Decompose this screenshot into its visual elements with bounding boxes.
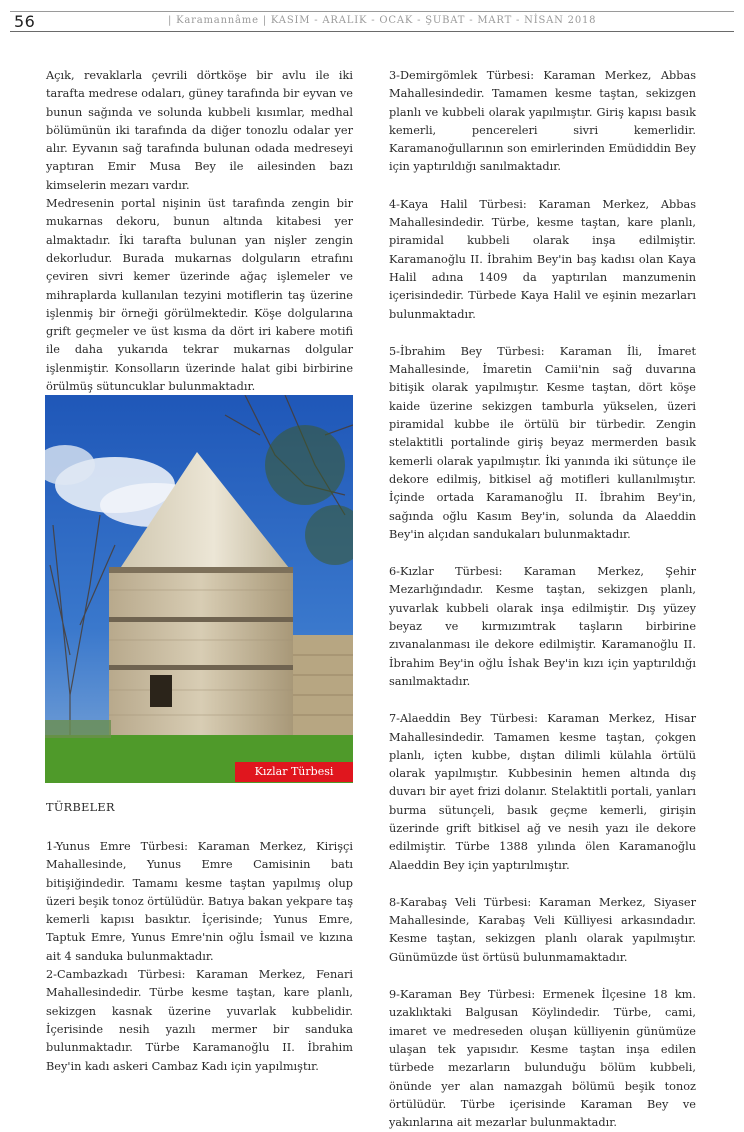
tomb-entry: 3-Demirgömlek Türbesi: Karaman Merkez, Abbas Mahallesindedir. Tamamen kesme taştan, sekizgen planlı ve kubbeli olarak yapılmıştır. Giriş kapısı basık kemerli, pencereleri sivri kemerlidir. Karamanoğullarının son emirlerinden Emüdiddin Bey için yaptırıldığı sanılmaktadır.	[389, 69, 696, 174]
section-title: TÜRBELER	[46, 801, 115, 814]
left-column-entries	[46, 838, 353, 1076]
page-number: 56	[14, 12, 36, 31]
paragraph: Medresenin portal nişinin üst tarafında zengin bir mukarnas dekoru, bunun altında kitabesi yer almaktadır. İki tarafta bulunan yan nişler zengin dekorludur. Burada mukarnas dolguların etrafını çeviren sivri kemer üzerinde ağaç işlemeler ve mihraplarda kullanılan tezyini motiflerin taş üzerine işlenmiş bir örneği görülmektedir. Köşe dolgularına grift geçmeler ve üst kısma da dört iri kabere motifi ile daha yukarıda tekrar mukarnas dolgular işlenmiştir. Konsolların üzerinde halat gibi birbirine örülmüş sütuncuklar bulunmaktadır.	[46, 197, 353, 394]
tomb-entry: 6-Kızlar Türbesi: Karaman Merkez, Şehir Mezarlığındadır. Kesme taştan, sekizgen planlı, yuvarlak kubbeli olarak inşa edilmiştir. Dış yüzey beyaz ve kırmızımtrak taşların birbirine zıvanalanması ile dekore edilmiştir. Karamanoğlu II. İbrahim Bey'in oğlu İshak Bey'in kızı için yaptırıldığı sanılmaktadır.	[389, 565, 696, 688]
tomb-photo	[45, 395, 353, 783]
header-rule-bottom	[10, 31, 734, 32]
running-header: | Karamannâme | KASIM - ARALIK - OCAK - ŞUBAT - MART - NİSAN 2018	[168, 15, 597, 26]
left-column-intro	[46, 67, 353, 396]
tomb-entry: 7-Alaeddin Bey Türbesi: Karaman Merkez, Hisar Mahallesindedir. Tamamen kesme taştan, çokgen planlı, içten kubbe, dıştan dilimli külahla örtülü olarak yapılmıştır. Kubbesinin hemen altında dış duvarı bir ayet frizi dolanır. Stelaktitli portali, yanları burma sütunçeli, basık geçme kemerli, girişin üzerinde grift bitkisel ağ ve nesih yazı ile dekore edilmiştir. Türbe 1388 yılında ölen Karamanoğlu Alaeddin Bey için yaptırılmıştır.	[389, 712, 696, 872]
tomb-entry: 4-Kaya Halil Türbesi: Karaman Merkez, Abbas Mahallesindedir. Türbe, kesme taştan, kare planlı, piramidal kubbeli olarak inşa edilmiştir. Karamanoğlu II. İbrahim Bey'in baş kadısı olan Kaya Halil adına 1409 da yaptırılan manzumenin içerisindedir. Türbede Kaya Halil ve eşinin mezarları bulunmaktadır.	[389, 197, 696, 321]
photo-caption: Kızlar Türbesi	[235, 762, 353, 782]
tomb-entry: 9-Karaman Bey Türbesi: Ermenek İlçesine 18 km. uzaklıktaki Balgusan Köylindedir. Türbe, cami, imaret ve medreseden oluşan külliyenin günümüze ulaşan tek yapısıdır. Kesme taştan inşa edilen türbede mezarların bulunduğu bölüm kubbeli, önünde yer alan namazgah bölümü beşik tonoz örtülüdür. Türbe içerisinde Karaman Bey ve yakınlarına ait mezarlar bulunmaktadır.	[389, 988, 696, 1130]
tomb-entry: 8-Karabaş Veli Türbesi: Karaman Merkez, Siyaser Mahallesinde, Karabaş Veli Külliyesi arkasındadır. Kesme taştan, sekizgen planlı olarak yapılmıştır. Günümüzde üst örtüsü bulunmamaktadır.	[389, 895, 696, 964]
tomb-entry: 2-Cambazkadı Türbesi: Karaman Merkez, Fenari Mahallesindedir. Türbe kesme taştan, kare planlı, sekizgen kasnak üzerine yuvarlak kubbelidir. İçerisinde nesih yazılı mermer bir sanduka bulunmaktadır. Türbe Karamanoğlu II. İbrahim Bey'in kadı askeri Cambaz Kadı için yapılmıştır.	[46, 968, 353, 1073]
tomb-entry: 1-Yunus Emre Türbesi: Karaman Merkez, Kirişçi Mahallesinde, Yunus Emre Camisinin batı bitişiğindedir. Tamamı kesme taştan yapılmış olup üzeri beşik tonoz örtülüdür. Batıya bakan yekpare taş kemerli kapısı basıktır. İçerisinde; Yunus Emre, Taptuk Emre, Yunus Emre'nin oğlu İsmail ve kızına ait 4 sanduka bulunmaktadır.	[46, 840, 353, 963]
paragraph: Açık, revaklarla çevrili dörtköşe bir avlu ile iki tarafta medrese odaları, güney tarafında bir eyvan ve bunun sağında ve solunda kubbeli kısımlar, medhal bölümünün iki tarafında da diğer tonozlu odalar yer alır. Eyvanın sağ tarafında bulunan odada medreseyi yaptıran Emir Musa Bey ile ailesinden bazı kimselerin mezarı vardır.	[46, 69, 353, 192]
kizlar-turbesi-image	[45, 395, 353, 783]
right-column-entries	[389, 67, 696, 1132]
header-rule-top	[10, 11, 734, 12]
tomb-entry: 5-İbrahim Bey Türbesi: Karaman İli, İmaret Mahallesinde, İmaretin Camii'nin sağ duvarına bitişik olarak yapılmıştır. Kesme taştan, dört köşe kaide üzerine sekizgen tamburla yükselen, üzeri piramidal kubbe ile örtülü bir türbedir. Zengin stelaktitli portalinde giriş beyaz mermerden basık kemerli olarak yapılmıştır. İki yanında iki sütunçe ile dekore edilmiş, bitkisel ağ motifleri kullanılmıştır. İçinde ortada Karamanoğlu II. İbrahim Bey'in, sağında oğlu Kasım Bey'in, solunda da Alaeddin Bey'in alçıdan sandukaları bulunmaktadır.	[389, 344, 696, 541]
